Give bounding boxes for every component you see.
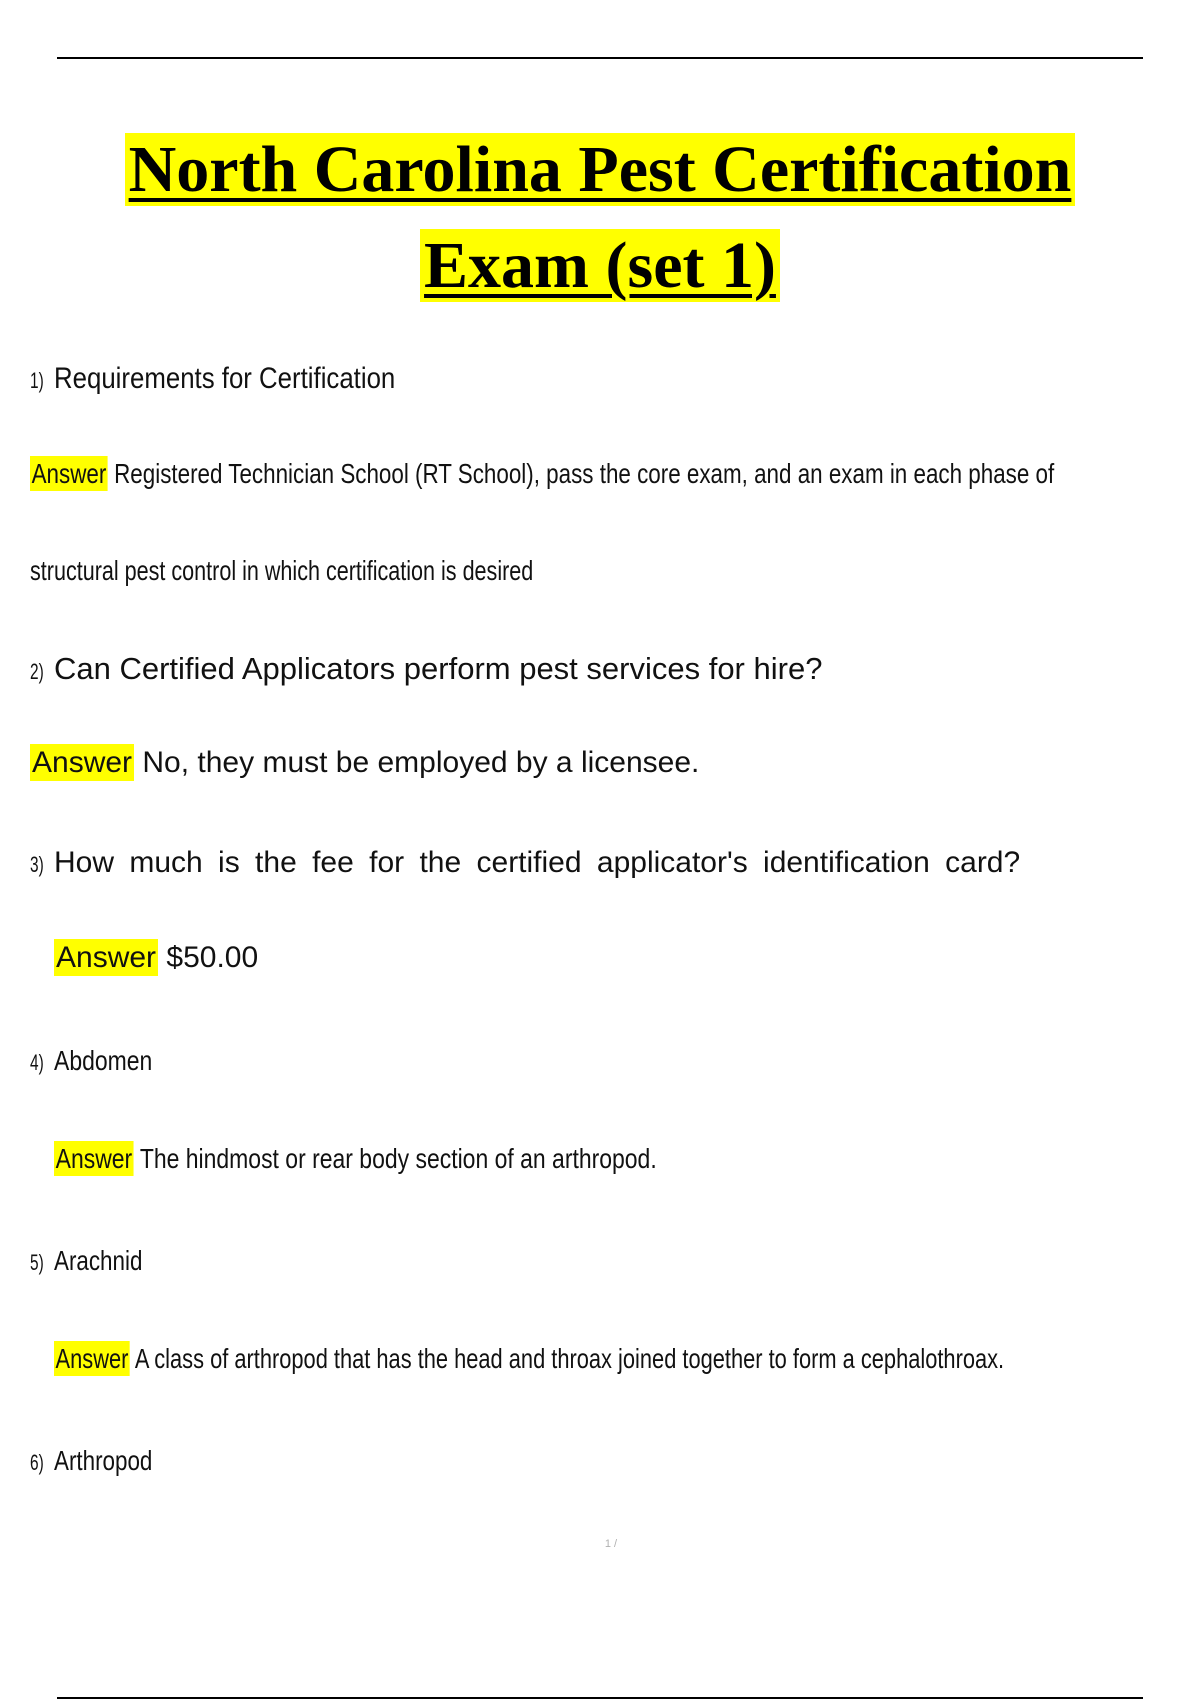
question-number: 1) xyxy=(30,368,44,393)
question-number: 6) xyxy=(30,1450,44,1475)
bottom-rule xyxy=(57,1697,1143,1699)
question-number: 5) xyxy=(30,1250,44,1275)
question-number: 2) xyxy=(30,659,44,684)
question-1 xyxy=(30,362,451,396)
answer-text: Registered Technician School (RT School), pass the core exam, and an exam in each phase of xyxy=(114,458,1055,489)
answer-1 xyxy=(30,458,1200,490)
answer-text: A class of arthropod that has the head and throax joined together to form a cephalothroax. xyxy=(134,1343,1005,1374)
answer-5 xyxy=(54,1343,1200,1375)
page-number: 1 / xyxy=(604,1538,618,1550)
question-number: 4) xyxy=(30,1050,44,1075)
document-title-text-2: Exam (set 1) xyxy=(420,229,780,302)
question-text: Requirements for Certification xyxy=(54,362,396,395)
top-rule xyxy=(57,57,1143,59)
document-title-line-2 xyxy=(0,226,1200,306)
answer-label: Answer xyxy=(55,1143,133,1174)
answer-1-continued xyxy=(30,555,684,587)
document-title-text-1: North Carolina Pest Certification xyxy=(125,133,1076,206)
answer-3 xyxy=(54,941,258,975)
question-5 xyxy=(30,1245,165,1277)
answer-label: Answer xyxy=(31,458,107,489)
question-4 xyxy=(30,1045,174,1077)
answer-label: Answer xyxy=(56,941,157,974)
question-text: Arthropod xyxy=(54,1445,153,1476)
answer-text: No, they must be employed by a licensee. xyxy=(142,746,700,779)
answer-4 xyxy=(54,1143,789,1175)
answer-text: The hindmost or rear body section of an arthropod. xyxy=(139,1143,657,1174)
answer-2 xyxy=(30,746,699,780)
question-2 xyxy=(30,651,822,687)
document-title-line-1 xyxy=(0,130,1200,210)
answer-text: $50.00 xyxy=(166,941,259,974)
answer-label: Answer xyxy=(32,746,133,779)
question-3 xyxy=(30,846,1020,880)
question-text: Abdomen xyxy=(54,1045,153,1076)
question-6 xyxy=(30,1445,177,1477)
question-text: Can Certified Applicators perform pest services for hire? xyxy=(54,651,823,686)
answer-text-continued: structural pest control in which certification is desired xyxy=(30,555,534,586)
question-text: How much is the fee for the certified applicator's identification card? xyxy=(54,846,1021,879)
question-text: Arachnid xyxy=(54,1245,143,1276)
answer-label: Answer xyxy=(55,1343,129,1374)
question-number: 3) xyxy=(30,852,44,877)
